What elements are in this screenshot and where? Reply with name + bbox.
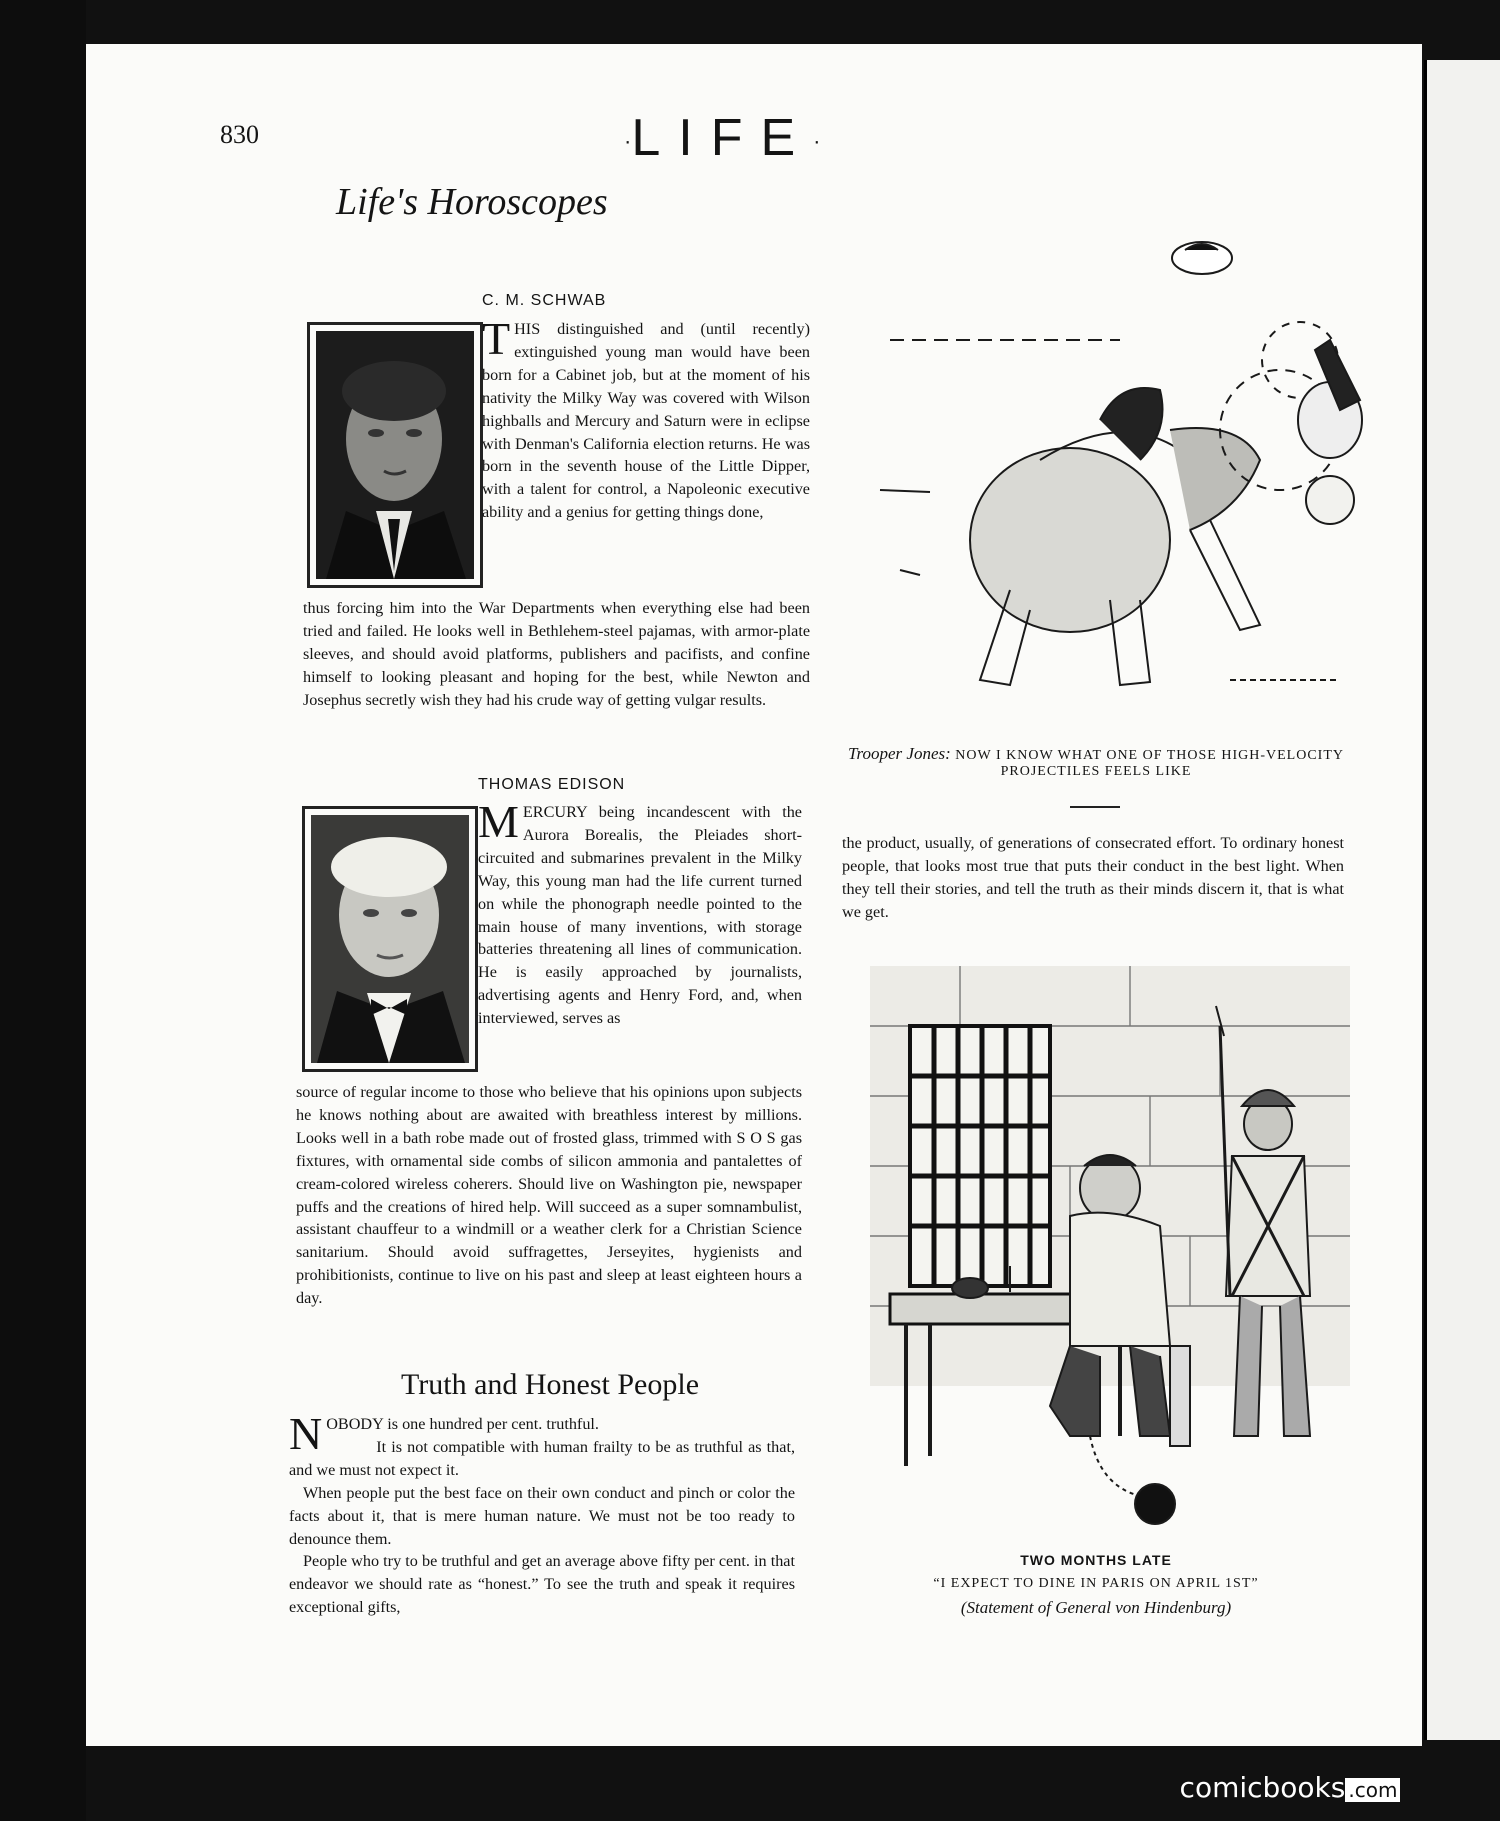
horoscopes-title: Life's Horoscopes: [336, 181, 608, 223]
section-rule: [1070, 806, 1120, 808]
truth-title: Truth and Honest People: [400, 1368, 700, 1401]
truth-paragraph-4: People who try to be truthful and get an average above fifty per cent. in that endeavor we should rate as “honest.” To see the truth and speak it requires exceptional gifts,: [289, 1552, 795, 1617]
cartoon-hindenburg-quote: “I EXPECT TO DINE IN PARIS ON APRIL 1ST”: [933, 1576, 1259, 1591]
cartoon-trooper-text: NOW I KNOW WHAT ONE OF THOSE HIGH-VELOCITY PROJECTILES FEELS LIKE: [955, 748, 1344, 779]
edison-text-part1: ERCURY being incandescent with the Aurora Borealis, the Pleiades short-circuited and submarines prevalent in the Milky Way, this young man had the life current turned on while the phonograph needle pointed to the main house of many inventions, with storage batteries threatening all lines of communication. He is easily approached by journalists, advertising agents and Henry Ford, and, when interviewed, serves as: [478, 803, 802, 1028]
edison-portrait: [302, 806, 478, 1072]
schwab-text-part1: HIS distinguished and (until recently) extinguished young man would have been born for a Cabinet job, but at the moment of his nativity the Milky Way was covered with Wilson highballs and Mercury and Saturn were in eclipse with Denman's California election returns. He was born in the seventh house of the Little Dipper, with a talent for control, a Napoleonic executive ability and a genius for getting things done,: [482, 320, 810, 522]
cartoon-hindenburg-attribution-text: (Statement of General von Hindenburg): [960, 1598, 1232, 1617]
cartoon-hindenburg-title: TWO MONTHS LATE: [1020, 1552, 1172, 1568]
schwab-text-wrapped: [482, 313, 810, 524]
cartoon-hindenburg-illustration: [870, 966, 1350, 1532]
schwab-portrait-image: [316, 331, 474, 579]
truth-paragraph-3: When people put the best face on their own conduct and pinch or color the facts about it, that is mere human nature. We must not be too ready to denounce them.: [289, 1483, 795, 1548]
schwab-text-full: thus forcing him into the War Departments when everything else had been tried and failed. He looks well in Bethlehem-steel pajamas, with armor-plate sleeves, and should avoid platforms, publishers and pacifists, and confine himself to looking pleasant and hoping for the best, while Newton and Josephus secretly wish they had his crude way of getting vulgar results.: [303, 599, 810, 709]
edison-dropcap: M: [478, 796, 519, 847]
facing-page-edge: [1424, 60, 1500, 1740]
page-number: 830: [220, 120, 259, 149]
truth-paragraph-2: It is not compatible with human frailty to be as truthful as that, and we must not expect it.: [289, 1437, 795, 1479]
edison-heading: THOMAS EDISON: [478, 776, 626, 793]
edison-portrait-image: [311, 815, 469, 1063]
truth-article: [289, 1408, 795, 1619]
truth-dropcap: N: [289, 1408, 323, 1459]
schwab-portrait: [307, 322, 483, 588]
cartoon-trooper-speaker: Trooper Jones:: [847, 744, 951, 763]
masthead-dot-right: ·: [813, 128, 821, 154]
watermark-text: comicbooks: [1179, 1771, 1346, 1804]
schwab-dropcap: T: [482, 313, 511, 364]
schwab-heading: C. M. SCHWAB: [482, 292, 607, 309]
cartoon-trooper-illustration: [860, 230, 1380, 720]
masthead: [624, 108, 820, 168]
masthead-dot-left: ·: [624, 128, 632, 154]
watermark-suffix: .com: [1345, 1778, 1400, 1802]
truth-continued: the product, usually, of generations of consecrated effort. To ordinary honest people, that looks most true that puts their conduct in the best light. When they tell their stories, and tell the truth as their minds discern it, that is what we get.: [842, 834, 1344, 921]
edison-text-wrapped: [478, 796, 802, 1030]
masthead-title: LIFE: [631, 109, 814, 167]
edison-text-full: source of regular income to those who believe that his opinions upon subjects he knows nothing about are awaited with breathless interest by millions. Looks well in a bath robe made out of frosted glass, trimmed with S O S gas fixtures, with ornamental side combs of silicon ammonia and pantalettes of cream-colored wireless coherers. Should live on Washington pie, newspaper puffs and the creations of hired help. Will succeed as a super somnambulist, assistant chauffeur to a windmill or a weather clerk for a Christian Science sanitarium. Should avoid suffragettes, Jerseyites, hygienists and prohibitionists, continue to live on his past and sleep at least eighteen hours a day.: [296, 1083, 802, 1308]
scan-left-margin: [0, 0, 86, 1821]
cartoon-hindenburg-attribution: [842, 1598, 1350, 1618]
site-watermark: [1170, 1768, 1410, 1808]
cartoon-trooper-caption: [842, 744, 1350, 780]
truth-p1-text: OBODY is one hundred per cent. truthful.: [326, 1415, 599, 1433]
